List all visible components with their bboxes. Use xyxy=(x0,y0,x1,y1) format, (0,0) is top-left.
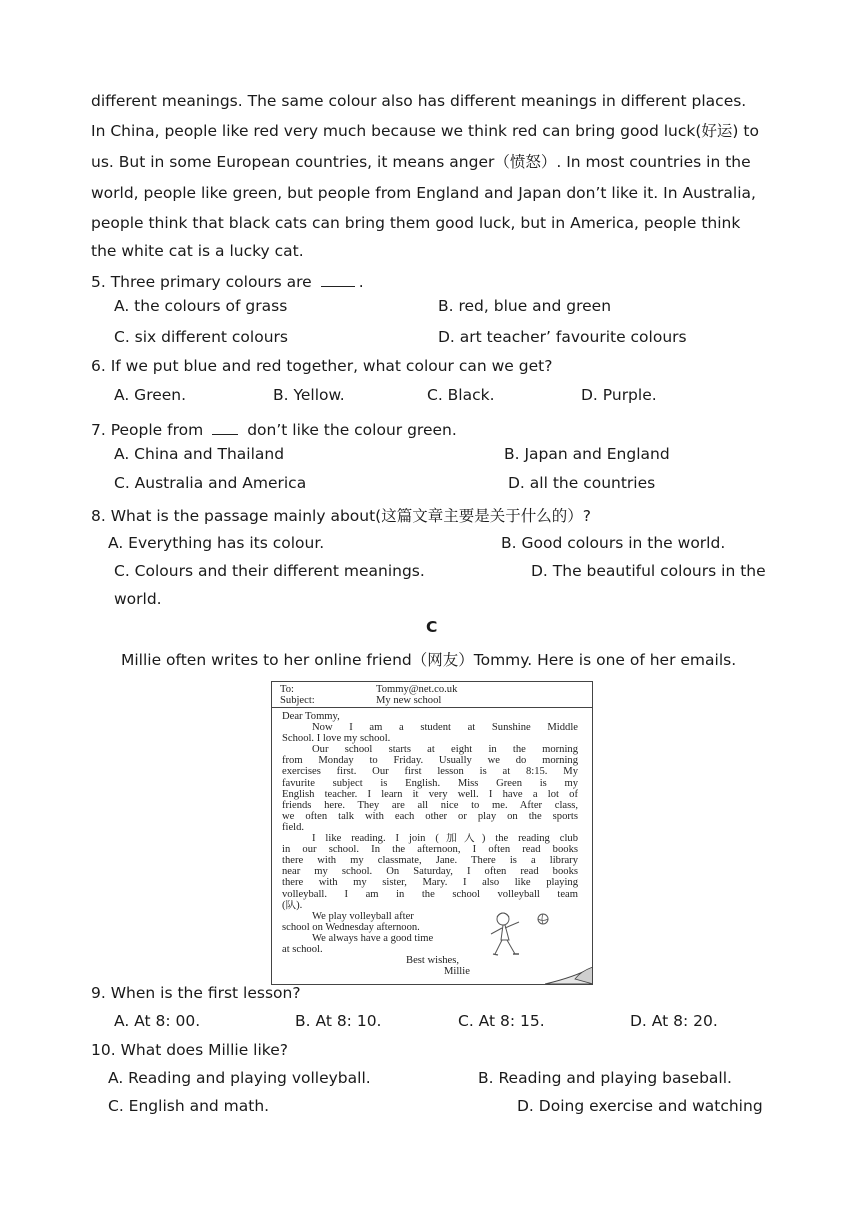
email-line: we often talk with each other or play on the sports xyxy=(282,810,578,822)
option-5a[interactable]: A. the colours of grass xyxy=(114,297,288,315)
option-9d[interactable]: D. At 8: 20. xyxy=(630,1012,718,1030)
passage-line: different meanings. The same colour also has different meanings in different places. xyxy=(91,92,747,110)
page-curl-decoration xyxy=(545,967,593,985)
section-c-intro: Millie often writes to her online friend（网友）Tommy. Here is one of her emails. xyxy=(121,651,737,669)
question-5-punct: . xyxy=(358,273,364,291)
question-6-stem: 6. If we put blue and red together, what colour can we get? xyxy=(91,357,553,375)
option-6a[interactable]: A. Green. xyxy=(114,386,187,404)
passage-line: world, people like green, but people from England and Japan don’t like it. In Australia, xyxy=(91,184,756,202)
option-7b[interactable]: B. Japan and England xyxy=(504,445,670,463)
option-5d[interactable]: D. art teacher’ favourite colours xyxy=(438,328,687,346)
question-7-stem xyxy=(91,416,457,439)
passage-b xyxy=(91,86,773,266)
volleyball-player-illustration xyxy=(485,910,555,960)
email-line: exercises first. Our first lesson is at 8:15. My xyxy=(282,766,578,778)
option-8d[interactable]: D. The beautiful colours in the xyxy=(531,562,766,580)
question-7-text: 7. People from xyxy=(91,421,204,439)
email-line: at school. xyxy=(282,943,323,955)
option-8b[interactable]: B. Good colours in the world. xyxy=(501,534,726,552)
email-line: from Monday to Friday. Usually we do morning xyxy=(282,755,578,767)
option-10d[interactable]: D. Doing exercise and watching xyxy=(517,1097,763,1115)
option-10c[interactable]: C. English and math. xyxy=(108,1097,270,1115)
section-c-heading: C xyxy=(426,618,438,636)
passage-line: people think that black cats can bring them good luck, but in America, people think xyxy=(91,214,741,232)
question-7-text-end: don’t like the colour green. xyxy=(247,421,457,439)
question-9-stem: 9. When is the first lesson? xyxy=(91,984,301,1002)
email-subject-value: My new school xyxy=(376,695,442,706)
email-line: friends here. They are all nice to me. After class, xyxy=(282,799,578,811)
option-10b[interactable]: B. Reading and playing baseball. xyxy=(478,1069,732,1087)
email-line: near my school. On Saturday, I often read books xyxy=(282,866,578,878)
email-line: favurite subject is English. Miss Green is my xyxy=(282,777,578,789)
option-8c[interactable]: C. Colours and their different meanings. xyxy=(114,562,425,580)
email-line: We play volleyball after xyxy=(312,910,414,922)
option-5b[interactable]: B. red, blue and green xyxy=(438,297,612,315)
passage-line: us. But in some European countries, it means anger（愤怒）. In most countries in the xyxy=(91,153,751,171)
option-5c[interactable]: C. six different colours xyxy=(114,328,288,346)
option-7d[interactable]: D. all the countries xyxy=(508,474,656,492)
email-line: school on Wednesday afternoon. xyxy=(282,921,420,933)
email-to-value: Tommy@net.co.uk xyxy=(376,684,458,695)
option-7c[interactable]: C. Australia and America xyxy=(114,474,307,492)
email-line: School. I love my school. xyxy=(282,733,391,745)
option-9a[interactable]: A. At 8: 00. xyxy=(114,1012,201,1030)
question-8-stem: 8. What is the passage mainly about(这篇文章主要是关于什么的）? xyxy=(91,507,591,525)
option-6b[interactable]: B. Yellow. xyxy=(273,386,345,404)
email-line: Our school starts at eight in the morning xyxy=(312,744,578,756)
passage-line: the white cat is a lucky cat. xyxy=(91,242,304,260)
email-line: there with my classmate, Jane. There is a library xyxy=(282,855,578,867)
email-line: volleyball. I am in the school volleyball team xyxy=(282,888,578,900)
email-line: We always have a good time xyxy=(312,932,434,944)
option-8a[interactable]: A. Everything has its colour. xyxy=(108,534,325,552)
email-subject-label: Subject: xyxy=(280,695,315,706)
email-line: English teacher. I learn it very well. I have a lot of xyxy=(282,788,578,800)
email-line: I like reading. I join (加入) the reading club xyxy=(312,833,578,845)
option-6d[interactable]: D. Purple. xyxy=(581,386,657,404)
answer-blank[interactable] xyxy=(212,416,238,435)
email-line: there with my sister, Mary. I also like playing xyxy=(282,877,578,889)
option-9c[interactable]: C. At 8: 15. xyxy=(458,1012,545,1030)
option-9b[interactable]: B. At 8: 10. xyxy=(295,1012,382,1030)
option-8d-continued: world. xyxy=(114,590,162,608)
answer-blank[interactable] xyxy=(321,268,355,287)
question-5-text: 5. Three primary colours are xyxy=(91,273,312,291)
email-line: Now I am a student at Sunshine Middle xyxy=(312,722,578,734)
email-closing: Best wishes, xyxy=(406,955,459,967)
email-header-divider xyxy=(272,707,592,708)
email-greeting: Dear Tommy, xyxy=(282,711,340,722)
option-7a[interactable]: A. China and Thailand xyxy=(114,445,285,463)
email-signature: Millie xyxy=(444,966,470,978)
email-to-label: To: xyxy=(280,684,294,695)
question-5-stem xyxy=(91,268,364,291)
email-line: in our school. In the afternoon, I often read books xyxy=(282,844,578,856)
email-line: field. xyxy=(282,821,305,833)
email-line: (队). xyxy=(282,899,303,911)
email-figure xyxy=(271,681,593,985)
passage-line: In China, people like red very much because we think red can bring good luck(好运) to xyxy=(91,122,759,140)
option-6c[interactable]: C. Black. xyxy=(427,386,495,404)
option-10a[interactable]: A. Reading and playing volleyball. xyxy=(108,1069,371,1087)
question-10-stem: 10. What does Millie like? xyxy=(91,1041,288,1059)
